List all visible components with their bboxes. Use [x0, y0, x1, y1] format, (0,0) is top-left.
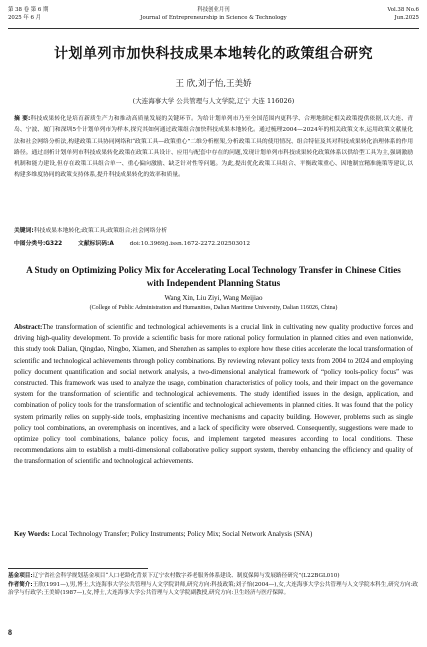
abstract-cn-text: 科技成果转化是培育新质生产力和推动高质量发展的关键环节。为给计划单列市乃至全国范围内更科学、合理地制定相关政策提供依据,以大连、青岛、宁波、厦门和深圳5个计划单列市为样本,探究其如何通过政策组合加快科技成果本地转化。通过梳理2004—2024年的相关政策文本,运用政策文献量化法和社会网络分析法,构建政策工具协同网络和“政策工具—政策重心”二维分析框架,分析政策工具的使用情况、组合特征及其对科技成果转化治理体系的作用路径。通过剖析计划单列市科技成果转化政策在政策工具设计、应用与配套中存在的问题,发现计划单列市科技成果转化政策体系以供给型工具为主,强调激励机制和能力建设,但存在政策工具组合单一、重心偏向激励、缺乏针对性等问题。为此,提出优化政策工具组合、平衡政策重心、因地制宜精准施策等建议,以构建多维度协同的政策支持体系,提升科技成果转化的效率和质量。	[14, 116, 413, 179]
header-center	[8, 6, 419, 22]
journal-name-cn: 科技创业月刊	[197, 7, 230, 13]
header-right	[387, 6, 419, 22]
author-note	[8, 581, 419, 598]
keywords-cn-text: 科技成果本地转化;政策工具;政策组合;社会网络分析	[33, 228, 168, 234]
funding-text: 辽宁省社会科学规划基金项目“人口老龄化背景下辽宁农村数字养老服务体系建设、制度保障与发展路径研究”(L22BGL010)	[32, 573, 340, 579]
keywords-cn-label: 关键词:	[14, 228, 34, 234]
running-header	[8, 4, 419, 29]
footnote-divider	[8, 568, 148, 569]
footnotes	[8, 572, 419, 598]
abstract-cn	[14, 114, 413, 182]
issue-date: 2025 年 6 月	[8, 15, 42, 21]
abstract-cn-label: 摘 要:	[14, 116, 31, 122]
authors-en: Wang Xin, Liu Ziyi, Wang Meijiao	[164, 294, 263, 302]
funding-note	[8, 572, 419, 581]
doi: doi:10.3969/j.issn.1672-2272.202503012	[129, 241, 251, 247]
abstract-en	[14, 322, 413, 468]
abstract-en-label: Abstract:	[14, 323, 43, 331]
author-bio-label: 作者简介:	[8, 581, 33, 588]
paper-title-en: A Study on Optimizing Policy Mix for Accelerating Local Technology Transfer in Chinese Cities with Independent Planning Status	[26, 265, 401, 288]
keywords-en-label: Key Words:	[14, 530, 50, 538]
volume-issue: 第 38 卷 第 6 期	[8, 7, 49, 13]
paper-title-cn: 计划单列市加快科技成果本地转化的政策组合研究	[54, 46, 373, 62]
keywords-en	[14, 529, 413, 540]
journal-name-en: Journal of Entrepreneurship in Science & Technology	[140, 15, 287, 21]
clc-number: 中图分类号:G322	[14, 241, 63, 247]
keywords-en-text: Local Technology Transfer; Policy Instruments; Policy Mix; Social Network Analysis (SNA)	[51, 530, 313, 538]
affiliation-cn: (大连海事大学 公共管理与人文学院,辽宁 大连 116026)	[132, 97, 295, 105]
volume-issue-en: Vol.38 No.6	[387, 7, 419, 13]
author-bio-text: 王欣(1991—),男,博士,大连海事大学公共管理与人文学院讲师,研究方向:科技政策;刘子怡(2004—),女,大连海事大学公共管理与人文学院本科生,研究方向:政治学与行政学;王美娇(1987—),女,博士,大连海事大学公共管理与人文学院副教授,研究方向:卫生经济与医疗保障。	[8, 581, 418, 597]
affiliation-en: (College of Public Administration and Humanities, Dalian Maritime University, Dalian 116026, China)	[89, 305, 338, 311]
page-number: 8	[8, 628, 12, 637]
document-code: 文献标识码:A	[78, 241, 114, 247]
funding-label: 基金项目:	[8, 573, 33, 579]
keywords-cn	[14, 226, 413, 236]
abstract-en-text: The transformation of scientific and technological achievements is a crucial link in cultivating new quality productive forces and driving high-quality development. To provide a scientific basis for more rational policy formulation in planned cities and even nationwide, this study took Dalian, Qingdao, Ningbo, Xiamen, and Shenzhen as samples to explore how these cities accelerate the local transformation of scientific and technological achievements through policy combinations. By reviewing relevant policy texts from 2004 to 2024 and employing policy document quantification and social network analysis, a two-dimensional analytical framework of “policy tools-policy focus” was constructed. This framework was used to analyze the usage, combination characteristics of policy tools, and their impact on the governance system for the transformation of scientific and technological achievements. The study identified issues in the design, application, and combination of policy tools for the transformation of scientific and technological achievements in planned cities. It was found that the policy system primarily relies on supply-side tools, emphasizing incentive mechanisms and capacity building. However, problems such as single policy tool combinations, an overemphasis on incentives, and a lack of specificity were observed. Consequently, suggestions were made to optimize policy tool combinations, balance policy focus, and implement targeted measures according to local conditions. These recommendations aim to establish a multi-dimensional collaborative policy support system, thereby enhancing the efficiency and quality of the transformation of scientific and technological achievements.	[14, 323, 413, 466]
issue-date-en: Jun.2025	[394, 15, 419, 21]
authors-cn: 王 欣,刘子怡,王美娇	[175, 79, 252, 89]
classification-cn	[14, 239, 413, 249]
